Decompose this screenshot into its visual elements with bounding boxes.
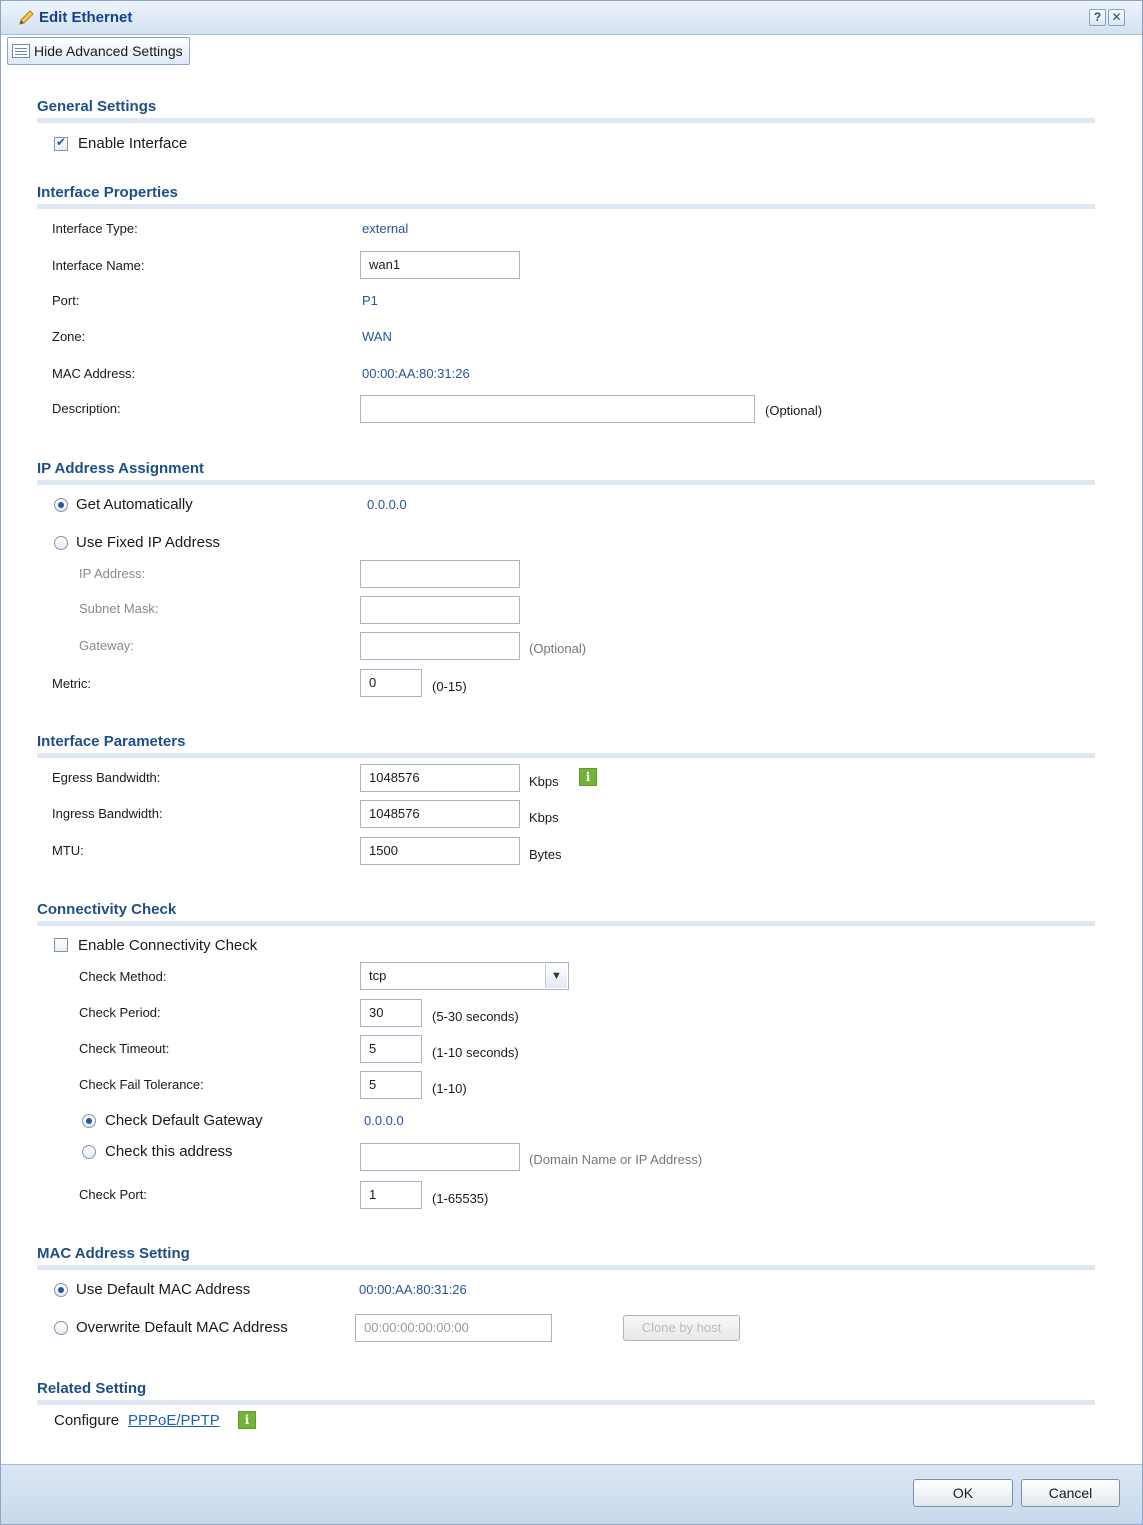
section-title-general: General Settings	[37, 98, 157, 115]
mac-address-value: 00:00:AA:80:31:26	[362, 366, 470, 381]
hide-advanced-settings-label: Hide Advanced Settings	[34, 43, 183, 59]
list-icon	[12, 44, 30, 58]
hide-advanced-settings-button[interactable]	[7, 37, 190, 65]
get-automatically-label: Get Automatically	[76, 496, 193, 513]
check-method-label: Check Method:	[79, 969, 167, 984]
subnet-mask-input[interactable]	[360, 596, 520, 624]
mtu-input[interactable]: 1500	[360, 837, 520, 865]
use-default-mac-radio[interactable]	[54, 1283, 68, 1297]
check-fail-tolerance-input[interactable]: 5	[360, 1071, 422, 1099]
mac-address-label: MAC Address:	[52, 366, 136, 381]
egress-bandwidth-label: Egress Bandwidth:	[52, 770, 161, 785]
configure-label: Configure	[54, 1412, 120, 1429]
interface-name-label: Interface Name:	[52, 258, 145, 273]
check-this-address-radio[interactable]	[82, 1145, 96, 1159]
help-button[interactable]: ?	[1089, 9, 1106, 26]
egress-bandwidth-input[interactable]: 1048576	[360, 764, 520, 792]
description-input[interactable]	[360, 395, 755, 423]
check-port-label: Check Port:	[79, 1187, 147, 1202]
section-title-connectivity-check: Connectivity Check	[37, 901, 177, 918]
ip-address-label: IP Address:	[79, 566, 146, 581]
check-this-address-input[interactable]	[360, 1143, 520, 1171]
check-timeout-note: (1-10 seconds)	[432, 1045, 519, 1060]
pppoe-pptp-link[interactable]: PPPoE/PPTP	[128, 1412, 220, 1429]
section-divider	[37, 480, 1095, 485]
use-default-mac-label: Use Default MAC Address	[76, 1281, 251, 1298]
section-divider	[37, 204, 1095, 209]
check-method-value: tcp	[369, 968, 387, 983]
pencil-icon	[17, 9, 35, 27]
section-title-ip-assignment: IP Address Assignment	[37, 460, 204, 477]
check-port-input[interactable]: 1	[360, 1181, 422, 1209]
cancel-button[interactable]: Cancel	[1021, 1479, 1120, 1507]
check-timeout-input[interactable]: 5	[360, 1035, 422, 1063]
ingress-bandwidth-unit: Kbps	[529, 810, 559, 825]
enable-connectivity-check-checkbox[interactable]	[54, 938, 68, 952]
check-method-select[interactable]	[360, 962, 569, 990]
ip-address-input[interactable]	[360, 560, 520, 588]
enable-interface-checkbox[interactable]	[54, 137, 68, 151]
interface-type-label: Interface Type:	[52, 221, 138, 236]
section-divider	[37, 753, 1095, 758]
check-period-label: Check Period:	[79, 1005, 161, 1020]
check-fail-tolerance-label: Check Fail Tolerance:	[79, 1077, 204, 1092]
interface-type-value: external	[362, 221, 409, 236]
ingress-bandwidth-label: Ingress Bandwidth:	[52, 806, 163, 821]
get-automatically-value: 0.0.0.0	[367, 497, 407, 512]
title-bar	[1, 1, 1142, 35]
info-icon[interactable]: i	[579, 768, 597, 786]
overwrite-mac-input[interactable]: 00:00:00:00:00:00	[355, 1314, 552, 1342]
overwrite-default-mac-radio[interactable]	[54, 1321, 68, 1335]
section-title-related-setting: Related Setting	[37, 1380, 147, 1397]
use-fixed-ip-label: Use Fixed IP Address	[76, 534, 220, 551]
gateway-input[interactable]	[360, 632, 520, 660]
metric-label: Metric:	[52, 676, 91, 691]
port-value: P1	[362, 293, 378, 308]
section-divider	[37, 1400, 1095, 1405]
overwrite-default-mac-label: Overwrite Default MAC Address	[76, 1319, 288, 1336]
check-fail-tolerance-note: (1-10)	[432, 1081, 467, 1096]
description-optional-note: (Optional)	[765, 403, 823, 418]
check-this-address-label: Check this address	[105, 1143, 233, 1160]
check-default-gateway-radio[interactable]	[82, 1114, 96, 1128]
metric-range-note: (0-15)	[432, 679, 467, 694]
gateway-label: Gateway:	[79, 638, 134, 653]
ingress-bandwidth-input[interactable]: 1048576	[360, 800, 520, 828]
section-title-interface-properties: Interface Properties	[37, 184, 178, 201]
get-automatically-radio[interactable]	[54, 498, 68, 512]
section-divider	[37, 1265, 1095, 1270]
chevron-down-icon[interactable]: ▼	[545, 964, 567, 988]
check-port-note: (1-65535)	[432, 1191, 489, 1206]
use-fixed-ip-radio[interactable]	[54, 536, 68, 550]
close-button[interactable]: ✕	[1108, 9, 1125, 26]
zone-value: WAN	[362, 329, 392, 344]
mtu-unit: Bytes	[529, 847, 562, 862]
port-label: Port:	[52, 293, 80, 308]
egress-bandwidth-unit: Kbps	[529, 774, 559, 789]
check-timeout-label: Check Timeout:	[79, 1041, 170, 1056]
gateway-optional-note: (Optional)	[529, 641, 587, 656]
section-divider	[37, 921, 1095, 926]
ok-button[interactable]: OK	[913, 1479, 1013, 1507]
use-default-mac-value: 00:00:AA:80:31:26	[359, 1282, 467, 1297]
check-this-address-note: (Domain Name or IP Address)	[529, 1152, 703, 1167]
interface-name-input[interactable]: wan1	[360, 251, 520, 279]
section-divider	[37, 118, 1095, 123]
check-period-note: (5-30 seconds)	[432, 1009, 519, 1024]
enable-connectivity-check-label: Enable Connectivity Check	[78, 937, 258, 954]
dialog-title: Edit Ethernet	[39, 9, 133, 26]
section-title-mac-address-setting: MAC Address Setting	[37, 1245, 190, 1262]
zone-label: Zone:	[52, 329, 86, 344]
metric-input[interactable]: 0	[360, 669, 422, 697]
check-default-gateway-label: Check Default Gateway	[105, 1112, 263, 1129]
check-default-gateway-value: 0.0.0.0	[364, 1113, 404, 1128]
enable-interface-label: Enable Interface	[78, 135, 188, 152]
description-label: Description:	[52, 401, 121, 416]
check-period-input[interactable]: 30	[360, 999, 422, 1027]
subnet-mask-label: Subnet Mask:	[79, 601, 159, 616]
clone-by-host-button[interactable]: Clone by host	[623, 1315, 740, 1341]
section-title-interface-parameters: Interface Parameters	[37, 733, 186, 750]
info-icon[interactable]: i	[238, 1411, 256, 1429]
mtu-label: MTU:	[52, 843, 84, 858]
